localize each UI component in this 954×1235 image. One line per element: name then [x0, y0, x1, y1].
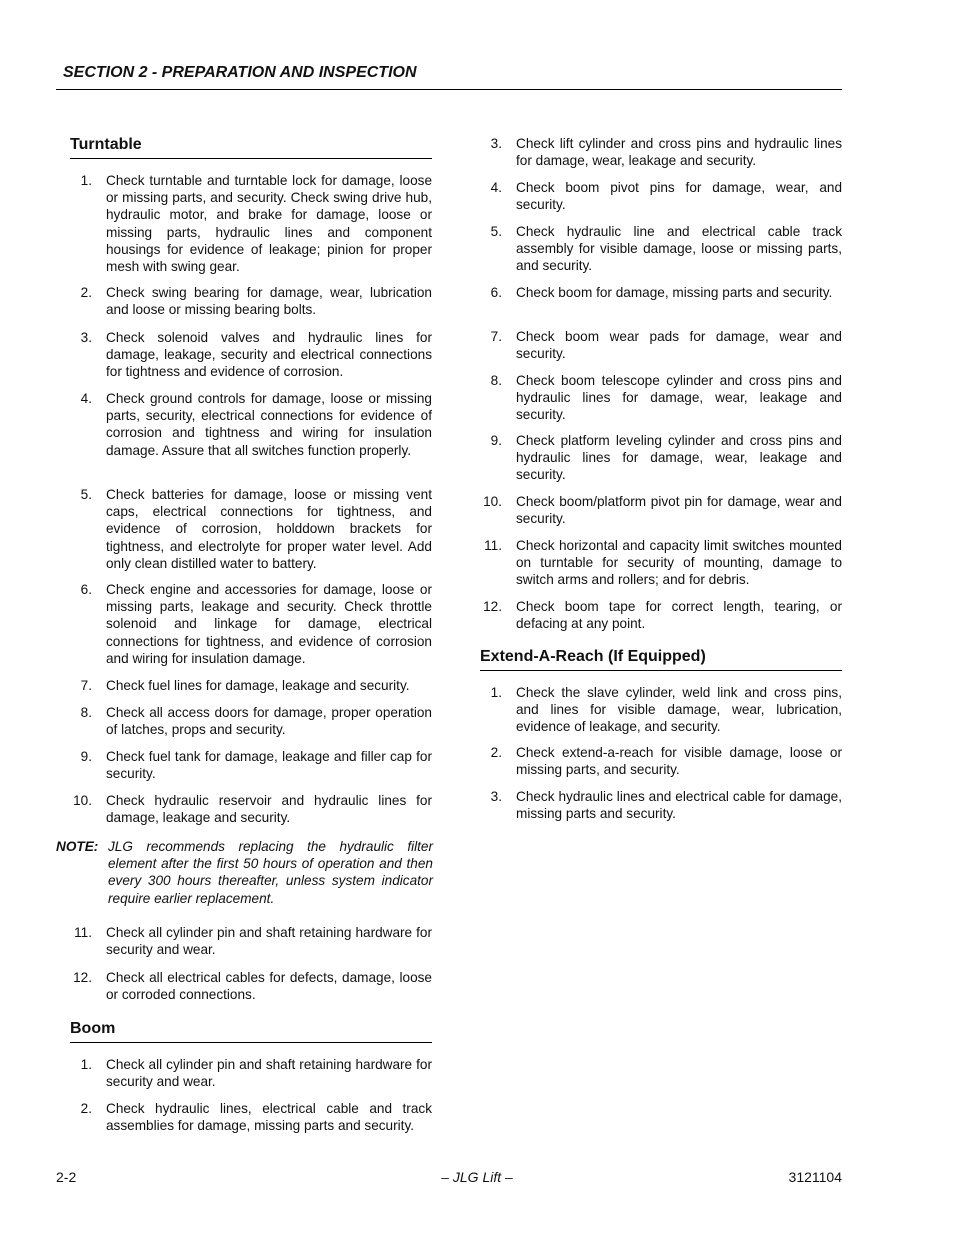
item-number: 4. — [80, 391, 92, 406]
item-text: Check turntable and turntable lock for damage, loose or missing parts, and security. Check swing drive hub, hydraulic motor, and brake for damage, loose or missing parts, hydraulic lines and component housings for evidence of leakage; pinion for proper mesh with swing gear. — [106, 173, 432, 275]
item-number: 11. — [74, 925, 92, 940]
item-number: 5. — [490, 224, 502, 239]
item-text: Check fuel lines for damage, leakage and security. — [106, 678, 410, 693]
item-number: 7. — [490, 329, 502, 344]
item-text: Check swing bearing for damage, wear, lubrication and loose or missing bearing bolts. — [106, 285, 432, 318]
item-number: 3. — [80, 330, 92, 345]
document-number: 3121104 — [788, 1169, 842, 1185]
item-number: 6. — [490, 285, 502, 300]
item-number: 3. — [490, 789, 502, 804]
item-text: Check platform leveling cylinder and cross pins and hydraulic lines for damage, wear, leakage and security. — [516, 433, 842, 483]
item-text: Check all electrical cables for defects, damage, loose or corroded connections. — [106, 970, 432, 1003]
item-number: 9. — [490, 433, 502, 448]
item-number: 6. — [80, 582, 92, 597]
item-text: Check hydraulic lines and electrical cable for damage, missing parts and security. — [516, 789, 842, 822]
item-text: Check boom/platform pivot pin for damage, wear and security. — [516, 494, 842, 527]
page-number: 2-2 — [56, 1169, 77, 1185]
item-number: 12. — [73, 970, 92, 985]
item-text: Check boom pivot pins for damage, wear, and security. — [516, 180, 842, 213]
footer-center: – JLG Lift – — [441, 1169, 513, 1185]
item-text: Check boom telescope cylinder and cross pins and hydraulic lines for damage, wear, leakage and security. — [516, 373, 842, 423]
extend-a-reach-heading: Extend-A-Reach (If Equipped) — [480, 647, 842, 671]
item-number: 10. — [73, 793, 92, 808]
item-number: 3. — [490, 136, 502, 151]
turntable-heading: Turntable — [70, 135, 432, 159]
item-number: 1. — [80, 173, 92, 188]
item-number: 11. — [484, 538, 502, 553]
note-label: NOTE: — [56, 839, 99, 854]
item-number: 8. — [490, 373, 502, 388]
item-number: 2. — [490, 745, 502, 760]
item-number: 12. — [483, 599, 502, 614]
header-divider — [56, 89, 842, 90]
item-number: 2. — [80, 1101, 92, 1116]
item-text: Check fuel tank for damage, leakage and filler cap for security. — [106, 749, 432, 782]
item-text: Check horizontal and capacity limit switches mounted on turntable for security of mounting, damage to switch arms and rollers; and for debris. — [516, 538, 842, 588]
item-text: Check batteries for damage, loose or missing vent caps, electrical connections for tightness, and evidence of corrosion, holddown brackets for tightness, and electrolyte for proper water level. Add only clean distilled water to battery. — [106, 487, 432, 571]
item-text: Check boom tape for correct length, tearing, or defacing at any point. — [516, 599, 842, 632]
item-text: Check hydraulic reservoir and hydraulic lines for damage, leakage and security. — [106, 793, 432, 826]
item-number: 7. — [80, 678, 92, 693]
item-text: Check ground controls for damage, loose or missing parts, security, electrical connections for evidence of corrosion and tightness and wiring for insulation damage. Assure that all switches function properly. — [106, 391, 432, 458]
item-number: 4. — [490, 180, 502, 195]
item-text: Check lift cylinder and cross pins and hydraulic lines for damage, wear, leakage and security. — [516, 136, 842, 169]
note-text: JLG recommends replacing the hydraulic filter element after the first 50 hours of operation and then every 300 hours thereafter, unless system indicator require earlier replacement. — [108, 839, 433, 906]
item-number: 5. — [80, 487, 92, 502]
item-number: 2. — [80, 285, 92, 300]
item-number: 8. — [80, 705, 92, 720]
item-text: Check hydraulic line and electrical cable track assembly for visible damage, loose or missing parts, and security. — [516, 224, 842, 274]
item-text: Check the slave cylinder, weld link and cross pins, and lines for visible damage, wear, lubrication, evidence of leakage, and security. — [516, 685, 842, 735]
section-title: SECTION 2 - PREPARATION AND INSPECTION — [63, 64, 417, 81]
item-number: 9. — [80, 749, 92, 764]
item-text: Check extend-a-reach for visible damage, loose or missing parts, and security. — [516, 745, 842, 778]
item-text: Check boom wear pads for damage, wear and security. — [516, 329, 842, 362]
item-text: Check hydraulic lines, electrical cable and track assemblies for damage, missing parts and security. — [106, 1101, 432, 1134]
boom-heading: Boom — [70, 1019, 432, 1043]
item-number: 10. — [483, 494, 502, 509]
item-text: Check all access doors for damage, proper operation of latches, props and security. — [106, 705, 432, 738]
item-number: 1. — [80, 1057, 92, 1072]
item-text: Check all cylinder pin and shaft retaining hardware for security and wear. — [106, 925, 432, 958]
item-text: Check boom for damage, missing parts and security. — [516, 285, 833, 300]
item-text: Check solenoid valves and hydraulic lines for damage, leakage, security and electrical connections for tightness and evidence of corrosion. — [106, 330, 432, 380]
item-text: Check all cylinder pin and shaft retaining hardware for security and wear. — [106, 1057, 432, 1090]
item-text: Check engine and accessories for damage, loose or missing parts, leakage and security. Check throttle solenoid and linkage for damage, electrical connections for tightness, and evidence of corrosion and wiring for insulation damage. — [106, 582, 432, 666]
item-number: 1. — [490, 685, 502, 700]
